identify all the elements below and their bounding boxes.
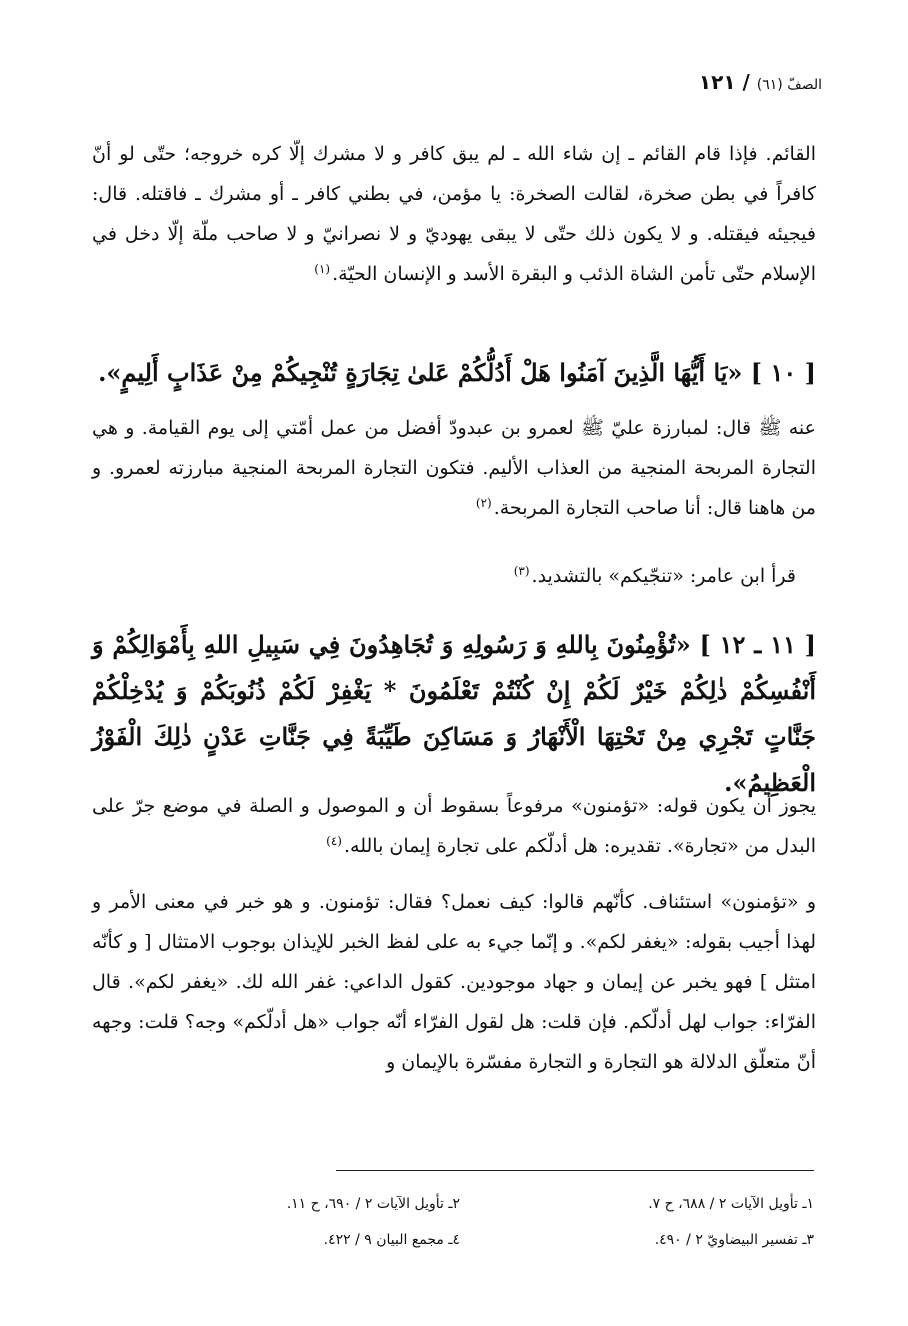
- paragraph-2: [92, 408, 816, 528]
- page-number: ١٢١: [698, 70, 736, 94]
- paragraph-4-text: يجوز أن يكون قوله: «تؤمنون» مرفوعاً بسقوط أن و الموصول و الصلة في موضع جرّ على البدل من «تجارة». تقديره: هل أدلّكم على تجارة إيمان بالله.: [92, 795, 816, 857]
- header-separator: /: [742, 70, 750, 94]
- verse-11-12: [92, 622, 816, 806]
- paragraph-5: [92, 882, 816, 1082]
- paragraph-1: [92, 134, 816, 294]
- verse-10: [92, 350, 816, 396]
- footnote-ref-2: (٢): [475, 495, 492, 510]
- verse-11-12-text: [ ١١ ـ ١٢ ] «تُؤْمِنُونَ بِاللهِ وَ رَسُولِهِ وَ تُجَاهِدُونَ فِي سَبِيلِ اللهِ بِأَمْوَالِكُمْ وَ أَنْفُسِكُمْ ذٰلِكُمْ خَيْرٌ لَكُمْ إِنْ كُنْتُمْ تَعْلَمُونَ * يَغْفِرْ لَكُمْ ذُنُوبَكُمْ وَ يُدْخِلْكُمْ جَنَّاتٍ تَجْرِي مِنْ تَحْتِهَا الْأَنْهَارُ وَ مَسَاكِنَ طَيِّبَةً فِي جَنَّاتِ عَدْنٍ ذٰلِكَ الْفَوْزُ الْعَظِيمُ».: [92, 630, 816, 797]
- paragraph-3-text: قرأ ابن عامر: «تنجّيكم» بالتشديد.: [531, 565, 796, 587]
- paragraph-1-text: القائم. فإذا قام القائم ـ إن شاء الله ـ لم يبق كافر و لا مشرك إلّا كره خروجه؛ حتّى لو أنّ كافراً في بطن صخرة، لقالت الصخرة: يا مؤمن، في بطني كافر ـ أو مشرك ـ فاقتله. قال: فيجيئه فيقتله. و لا يكون ذلك حتّى لا يبقى يهوديّ و لا نصرانيّ و لا صاحب ملّة إلّا دخل في الإسلام حتّى تأمن الشاة الذئب و البقرة الأسد و الإنسان الحيّة.: [92, 143, 816, 285]
- paragraph-2-text: عنه ﷺ قال: لمبارزة عليّ ﷺ لعمرو بن عبدودّ أفضل من عمل أمّتي إلى يوم القيامة. و هي التجارة المربحة المنجية من العذاب الأليم. فتكون التجارة المربحة المنجية مبارزته لعمرو. و من هاهنا قال: أنا صاحب التجارة المربحة.: [92, 417, 816, 519]
- verse-10-text: [ ١٠ ] «يَا أَيُّهَا الَّذِينَ آمَنُوا هَلْ أَدُلُّكُمْ عَلىٰ تِجَارَةٍ تُنْجِيكُمْ مِنْ عَذَابٍ أَلِيمٍ».: [98, 358, 816, 387]
- surah-name: الصفّ (٦١): [756, 77, 822, 93]
- footnote-ref-1: (١): [314, 261, 331, 276]
- footnote-divider: [336, 1170, 814, 1171]
- footnote-4: ٤ـ مجمع البيان ٩ / ٤٢٢.: [323, 1232, 460, 1248]
- footnote-3: ٣ـ تفسير البيضاويّ ٢ / ٤٩٠.: [654, 1232, 814, 1248]
- page-header: [699, 70, 822, 94]
- footnote-ref-4: (٤): [326, 833, 342, 848]
- paragraph-5-text: و «تؤمنون» استئناف. كأنّهم قالوا: كيف نعمل؟ فقال: تؤمنون. و هو خبر في معنى الأمر و لهذا أجيب بقوله: «يغفر لكم». و إنّما جيء به على لفظ الخبر للإيذان بوجوب الامتثال [ و كأنّه امتثل ] فهو يخبر عن إيمان و جهاد موجودين. كقول الداعي: غفر الله لك. «يغفر لكم». قال الفرّاء: جواب لهل أدلّكم. فإن قلت: هل لقول الفرّاء أنّه جواب «هل أدلّكم» وجه؟ قلت: وجهه أنّ متعلّق الدلالة هو التجارة و التجارة مفسّرة بالإيمان و: [92, 891, 816, 1073]
- footnote-ref-3: (٣): [513, 563, 530, 578]
- paragraph-4: [92, 786, 816, 866]
- footnote-2: ٢ـ تأويل الآيات ٢ / ٦٩٠، ح ١١.: [286, 1196, 460, 1212]
- paragraph-3: [92, 556, 796, 596]
- footnote-1: ١ـ تأويل الآيات ٢ / ٦٨٨، ح ٧.: [648, 1196, 814, 1212]
